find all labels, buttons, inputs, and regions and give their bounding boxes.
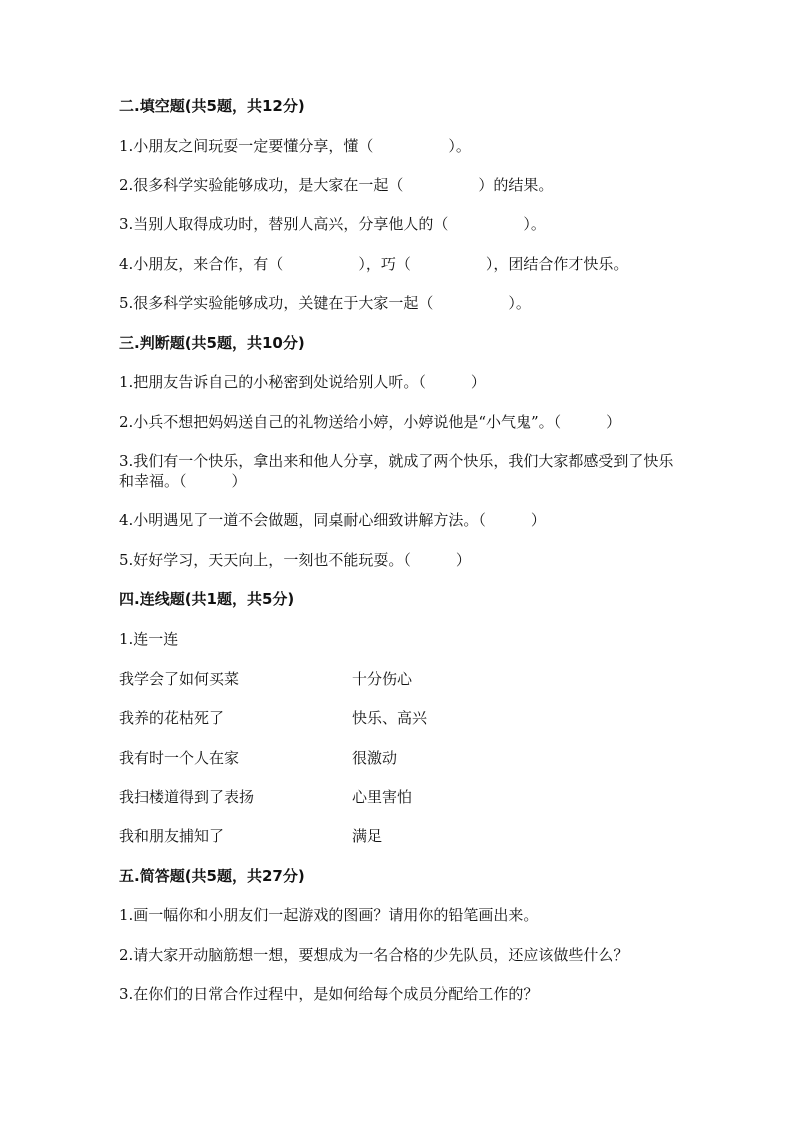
- match-right-item: 十分伤心: [352, 670, 413, 688]
- match-right-item: 心里害怕: [352, 788, 413, 806]
- fill-question-5: 5.很多科学实验能够成功，关键在于大家一起（ ）。: [119, 294, 531, 312]
- match-right-item: 快乐、高兴: [352, 709, 428, 727]
- fill-question-1: 1.小朋友之间玩耍一定要懂分享，懂（ ）。: [119, 137, 471, 155]
- short-question-2: 2.请大家开动脑筋想一想，要想成为一名合格的少先队员，还应该做些什么？: [119, 946, 629, 964]
- fill-question-3: 3.当别人取得成功时，替别人高兴，分享他人的（ ）。: [119, 215, 546, 233]
- match-left-item: 我学会了如何买菜: [119, 670, 240, 688]
- judge-question-3: 3.我们有一个快乐，拿出来和他人分享，就成了两个快乐，我们大家都感受到了快乐和幸福。（ ）: [119, 452, 674, 490]
- judge-section-title: 三.判断题(共5题，共10分): [119, 334, 305, 352]
- match-left-item: 我和朋友捕知了: [119, 827, 225, 845]
- match-left-item: 我养的花枯死了: [119, 709, 225, 727]
- match-left-item: 我扫楼道得到了表扬: [119, 788, 255, 806]
- match-right-item: 很激动: [352, 749, 398, 767]
- fill-section-title: 二.填空题(共5题，共12分): [119, 97, 305, 115]
- judge-question-1: 1.把朋友告诉自己的小秘密到处说给别人听。（ ）: [119, 373, 486, 391]
- judge-question-2: 2.小兵不想把妈妈送自己的礼物送给小婷，小婷说他是“小气鬼”。（ ）: [119, 413, 622, 431]
- match-section-title: 四.连线题(共1题，共5分): [119, 590, 295, 608]
- match-right-item: 满足: [352, 827, 383, 845]
- fill-question-4: 4.小朋友，来合作，有（ ），巧（ ），团结合作才快乐。: [119, 255, 629, 273]
- match-question: 1.连一连: [119, 630, 179, 648]
- short-section-title: 五.简答题(共5题，共27分): [119, 867, 305, 885]
- short-question-3: 3.在你们的日常合作过程中，是如何给每个成员分配给工作的？: [119, 985, 539, 1003]
- fill-question-2: 2.很多科学实验能够成功，是大家在一起（ ）的结果。: [119, 176, 554, 194]
- short-question-1: 1.画一幅你和小朋友们一起游戏的图画？请用你的铅笔画出来。: [119, 906, 539, 924]
- judge-question-4: 4.小明遇见了一道不会做题，同桌耐心细致讲解方法。（ ）: [119, 511, 546, 529]
- judge-question-5: 5.好好学习，天天向上，一刻也不能玩耍。（ ）: [119, 551, 471, 569]
- match-left-item: 我有时一个人在家: [119, 749, 240, 767]
